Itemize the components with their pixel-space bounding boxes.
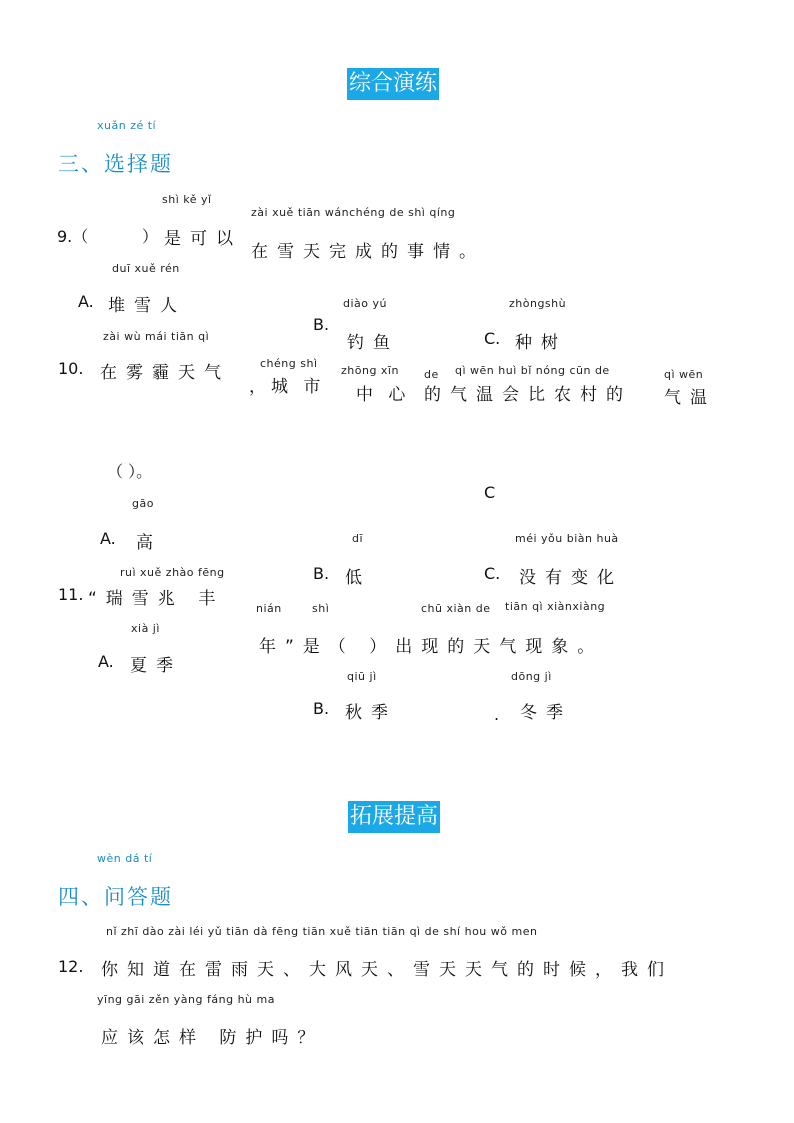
option-label: B. [313, 315, 330, 334]
question-pinyin: nián [256, 602, 282, 615]
question-pinyin: qì wēn [664, 368, 704, 381]
option-pinyin: dōng jì [511, 670, 552, 683]
option-label: A. [100, 529, 116, 548]
section-title-pinyin: wèn dá tí [97, 852, 153, 865]
option-label: C. [484, 329, 501, 348]
question-pinyin: de [424, 368, 439, 381]
option-text: 高 [136, 533, 162, 553]
answer-blank: ） [142, 227, 159, 246]
question-text: 应该怎样 防护吗？ [101, 1028, 324, 1048]
question-text: 是可以 [164, 229, 242, 249]
question-number: 11. [58, 585, 84, 604]
option-pinyin: méi yǒu biàn huà [515, 532, 619, 545]
section-banner-extension: 拓展提高 [348, 801, 440, 833]
option-pinyin: dī [352, 532, 364, 545]
question-pinyin: qì wēn huì bǐ nóng cūn de [455, 364, 610, 377]
section-title-pinyin: xuǎn zé tí [97, 119, 157, 132]
option-pinyin: qiū jì [347, 670, 377, 683]
section-banner-practice: 综合演练 [347, 68, 439, 100]
question-number: 10. [58, 359, 84, 378]
question-pinyin: zài wù mái tiān qì [103, 330, 210, 343]
option-text: 秋季 [345, 703, 397, 723]
question-pinyin: yīng gāi zěn yàng fáng hù ma [97, 993, 275, 1006]
option-pinyin: zhòngshù [509, 297, 567, 310]
question-text: 在雪天完成的事情。 [251, 242, 485, 262]
question-text: 你知道在雷雨天、大风天、雪天天气的时候，我们 [101, 960, 673, 980]
question-text: 的气温会比农村的 [424, 385, 632, 405]
option-text: 没有变化 [519, 568, 623, 588]
option-pinyin: diào yú [343, 297, 387, 310]
option-label: B. [313, 699, 330, 718]
option-text: 夏季 [130, 656, 182, 676]
question-pinyin: shì [312, 602, 330, 615]
option-label: B. [313, 564, 330, 583]
question-pinyin: chū xiàn de [421, 602, 491, 615]
option-text: 低 [345, 568, 371, 588]
section-title: 三、选择题 [58, 152, 173, 176]
option-label: C. [484, 564, 501, 583]
question-pinyin: chéng shì [260, 357, 318, 370]
question-text: “瑞雪兆 丰 [88, 589, 225, 609]
option-text: 钓鱼 [347, 333, 399, 353]
question-pinyin: tiān qì xiànxiàng [505, 600, 606, 613]
question-pinyin: shì kě yǐ [162, 193, 212, 206]
answer-blank: （ ）。 [107, 462, 153, 481]
option-text: 堆雪人 [108, 296, 186, 316]
question-pinyin: zài xuě tiān wánchéng de shì qíng [251, 206, 456, 219]
option-pinyin: duī xuě rén [112, 262, 180, 275]
question-number: 12. [58, 957, 84, 976]
option-label: A. [78, 292, 94, 311]
question-pinyin: nǐ zhī dào zài léi yǔ tiān dà fēng tiān xuě tiān tiān qì de shí hou wǒ men [106, 925, 538, 938]
option-label: . [494, 705, 500, 724]
question-text: 在雾霾天气 [100, 363, 230, 383]
answer-text: C [484, 483, 496, 502]
option-text: 冬季 [520, 703, 572, 723]
question-pinyin: zhōng xīn [341, 364, 399, 377]
question-number: 9.（ [57, 227, 89, 246]
question-text: ，城 市 [249, 377, 326, 397]
question-text: 年”是（ ）出现的天气现象。 [259, 637, 604, 657]
option-pinyin: xià jì [131, 622, 160, 635]
option-text: 种树 [515, 333, 567, 353]
option-label: A. [98, 652, 114, 671]
question-pinyin: ruì xuě zhào fēng [120, 566, 225, 579]
section-title: 四、问答题 [58, 885, 173, 909]
question-text: 中 心 [356, 385, 411, 405]
question-text: 气温 [664, 388, 716, 408]
option-pinyin: gāo [132, 497, 154, 510]
